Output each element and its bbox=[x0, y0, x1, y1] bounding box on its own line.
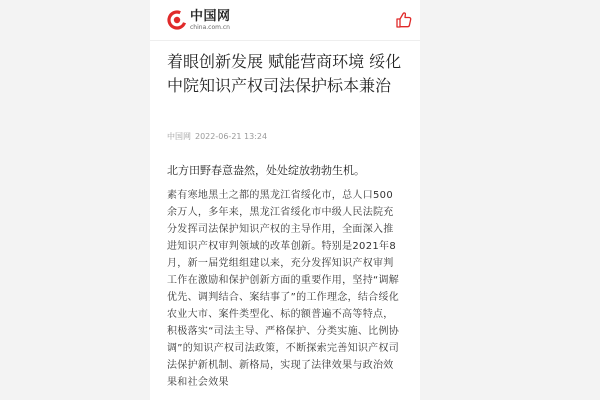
article-title: 着眼创新发展 赋能营商环境 绥化中院知识产权司法保护标本兼治 bbox=[167, 52, 402, 95]
article-page bbox=[150, 0, 420, 400]
article-paragraph: 素有寒地黑土之都的黑龙江省绥化市，总人口500余万人，多年来，黑龙江省绥化市中级人民法院充分发挥司法保护知识产权的主导作用，全面深入推进知识产权审判领域的改革创新。特别是2021年8月，新一届党组组建以来，充分发挥知识产权审判工作在激励和保护创新方面的重要作用，坚持“调解优先、调判结合、案结事了”的工作理念，结合绥化农业大市、案件类型化、标的额普遍不高等特点，积极落实“司法主导、严格保护、分类实施、比例协调”的知识产权司法政策，不断探索完善知识产权司法保护新机制、新格局，实现了法律效果与政治效果和社会效果 bbox=[167, 190, 400, 388]
site-logo[interactable] bbox=[167, 8, 231, 32]
article-meta bbox=[167, 131, 267, 142]
logo-name: 中国网 bbox=[190, 8, 231, 24]
china-net-logo-icon bbox=[167, 10, 187, 30]
logo-domain: china.com.cn bbox=[190, 23, 230, 31]
article-lead: 北方田野春意盎然，处处绽放勃勃生机。 bbox=[167, 164, 365, 177]
article-source: 中国网 bbox=[167, 132, 191, 141]
logo-text bbox=[190, 10, 231, 31]
article-date: 2022-06-21 13:24 bbox=[195, 132, 268, 141]
header bbox=[150, 0, 420, 41]
thumbs-up-icon[interactable] bbox=[394, 10, 414, 30]
